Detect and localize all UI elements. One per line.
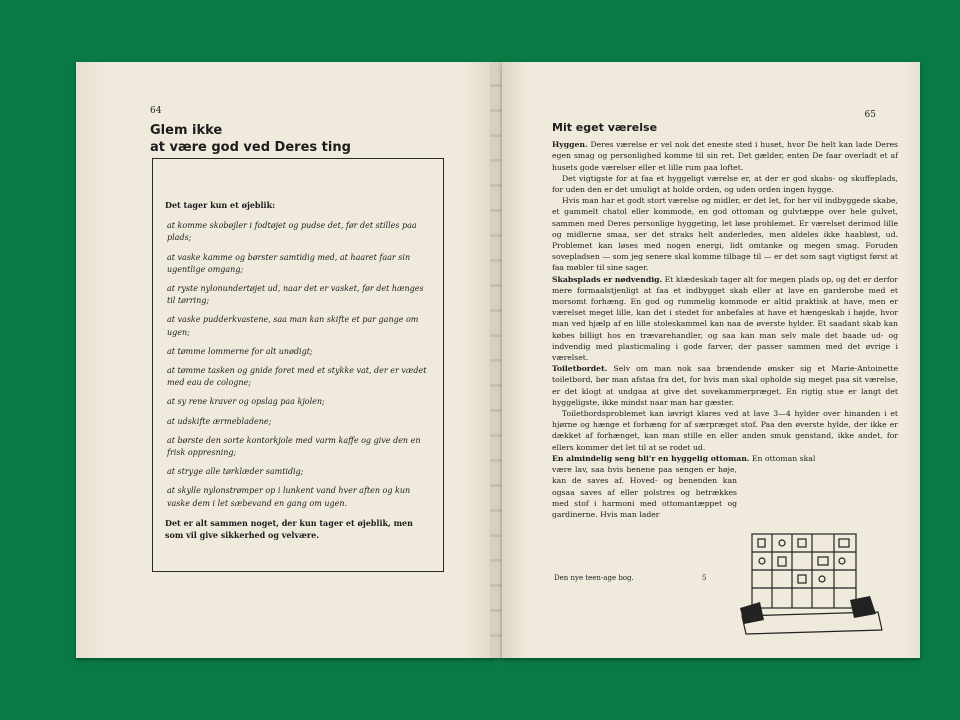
right-page: [502, 62, 920, 658]
left-page: [76, 62, 498, 658]
paragraph: [552, 195, 898, 273]
footer-signature: 5: [702, 574, 707, 582]
left-page-title: [150, 122, 450, 156]
paragraph-heading: Toiletbordet.: [552, 364, 608, 374]
tips-lead: Det tager kun et øjeblik:: [165, 200, 276, 210]
tip-item: at udskifte ærmebladene;: [167, 416, 272, 426]
paragraph: [552, 274, 898, 364]
paragraph: [552, 139, 898, 173]
page-number-left: 64: [150, 106, 162, 116]
cushion-left: [740, 602, 764, 624]
shelf-frame: [752, 534, 856, 608]
paragraph: [552, 173, 898, 195]
tip-item: at vaske kamme og børster samtidig med, at haaret faar sin ugentlige omgang;: [167, 252, 411, 274]
ottoman-heading: En almindelig seng bli'r en hyggelig ottoman.: [552, 453, 750, 463]
page-number-right: 65: [864, 110, 876, 120]
paragraph-text: Selv om man nok saa brændende ønsker sig et Marie-Antoinette toiletbord, bør man afstaa fra det, for hvis man skal opholde sig meget paa sit værelse, er det klogt at undgaa at give det sovekammerpræget. En rigtig stue er langt det hyggeligste, ikke mindst naar man har gæster.: [552, 364, 898, 407]
page-footer: [554, 574, 707, 582]
paragraph-text: Toiletbordsproblemet kan iøvrigt klares ved at lave 3—4 hylder over hinanden i et hjørne og hænge et forhæng for af særpræget stof. Paa den øverste hylde, der ikke er dækket af forhænget, kan man stille en eller anden smuk genstand, ikke andet, for ellers kommer det let til at se rodet ud.: [552, 409, 898, 452]
tip-item: at stryge alle tørklæder samtidig;: [167, 467, 304, 477]
paragraphs: [552, 139, 898, 453]
tip-item: at ryste nylonundertøjet ud, naar det er vasket, før det hænges til tørring;: [167, 284, 424, 306]
open-book: [70, 62, 922, 662]
tip-item: at tømme lommerne for alt unødigt;: [167, 346, 313, 356]
title-line-2: at være god ved Deres ting: [150, 140, 351, 155]
tip-item: at sy rene kraver og opslag paa kjolen;: [167, 397, 325, 407]
tip-item: at børste den sorte kontorkjole med varm kaffe og give den en frisk oppresning;: [167, 435, 421, 458]
paragraph-text: Det vigtigste for at faa et hyggeligt værelse er, at der er god skabs- og skuffeplads, for uden den er det umuligt at holde orden, og uden orden ingen hygge.: [552, 173, 898, 195]
cushion-right: [850, 596, 876, 618]
tip-item: at komme skobøjler i fodtøjet og pudse det, før det stilles paa plads;: [167, 221, 417, 243]
ottoman-text-first: En ottoman skal: [749, 453, 816, 463]
paragraph-text: Deres værelse er vel nok det eneste sted i huset, hvor De helt kan lade Deres egen smag og personlighed komme til sin ret. Det gælder, enten De faar overladt et af husets gode værelser eller et lille rum paa loftet.: [552, 140, 898, 172]
tips-box: [152, 158, 444, 572]
paragraph: [552, 363, 898, 408]
tips-closing: Det er alt sammen noget, der kun tager et øjeblik, men som vil give sikkerhed og velvære.: [165, 517, 413, 541]
paragraph-text: Hvis man har et godt stort værelse og midler, er det let, for her vil indbyggede skabe, et gammelt chatol eller kommode, en god ottoman og gulvtæppe over hele gulvet, sammen med Deres personlige hyggeting, let løse problemet. Er værelset derimod lille og midlerne smaa, ser det straks helt anderledes, men aldeles ikke haabløst, ud. Problemet kan løses med nogen energi, lidt omtanke og megen smag. Foruden sovepladsen — som jeg senere skal komme tilbage til — er det som sagt vigtigst først at faa møbler til sine sager.: [552, 196, 898, 273]
paragraph-ottoman-first: [552, 453, 898, 464]
tip-item: at tømme tasken og gnide foret med et stykke vat, der er vædet med eau de cologne;: [167, 366, 427, 388]
tip-item: at vaske pudderkvastene, saa man kan skifte et par gange om ugen;: [167, 315, 419, 337]
ottoman-illustration: [738, 530, 888, 640]
right-page-body: [552, 118, 898, 520]
paragraph: [552, 408, 898, 453]
title-line-1: Glem ikke: [150, 123, 223, 138]
paragraph-heading: Hyggen.: [552, 140, 588, 150]
chapter-title: Mit eget værelse: [552, 121, 658, 134]
footer-book-title: Den nye teen-age bog.: [554, 574, 634, 582]
paragraph-heading: Skabsplads er nødvendig.: [552, 274, 663, 284]
paragraph-ottoman-rest: være lav, saa hvis benene paa sengen er høje, kan de saves af. Hoved- og benenden kan ogsaa saves af eller polstres og betrækkes med stof i harmoni med ottomantæppet og gardinerne. Hvis man lader: [552, 465, 737, 519]
paragraph-text: Et klædeskab tager alt for megen plads op, og det er derfor mere formaalstjenligt at faa et indbygget skab eller at lave en garderobe med et morsomt forhæng. En god og rummelig kommode er altid praktisk at have, men er værelset meget lille, kan det i stedet for anbefales at have et hængeskab i højde, hvor man ved hjælp af en lille stoleskammel kan naa de øverste hylder. Et saadant skab kan købes billigt hos en trævarehandler, og saa kan man selv male det baade ud- og indvendig med plasticmaling i gode farver, der passer sammen med det øvrige i værelset.: [552, 274, 898, 363]
tip-item: at skylle nylonstrømper op i lunkent vand hver aften og kun vaske dem i let sæbevand en gang om ugen.: [167, 486, 411, 508]
